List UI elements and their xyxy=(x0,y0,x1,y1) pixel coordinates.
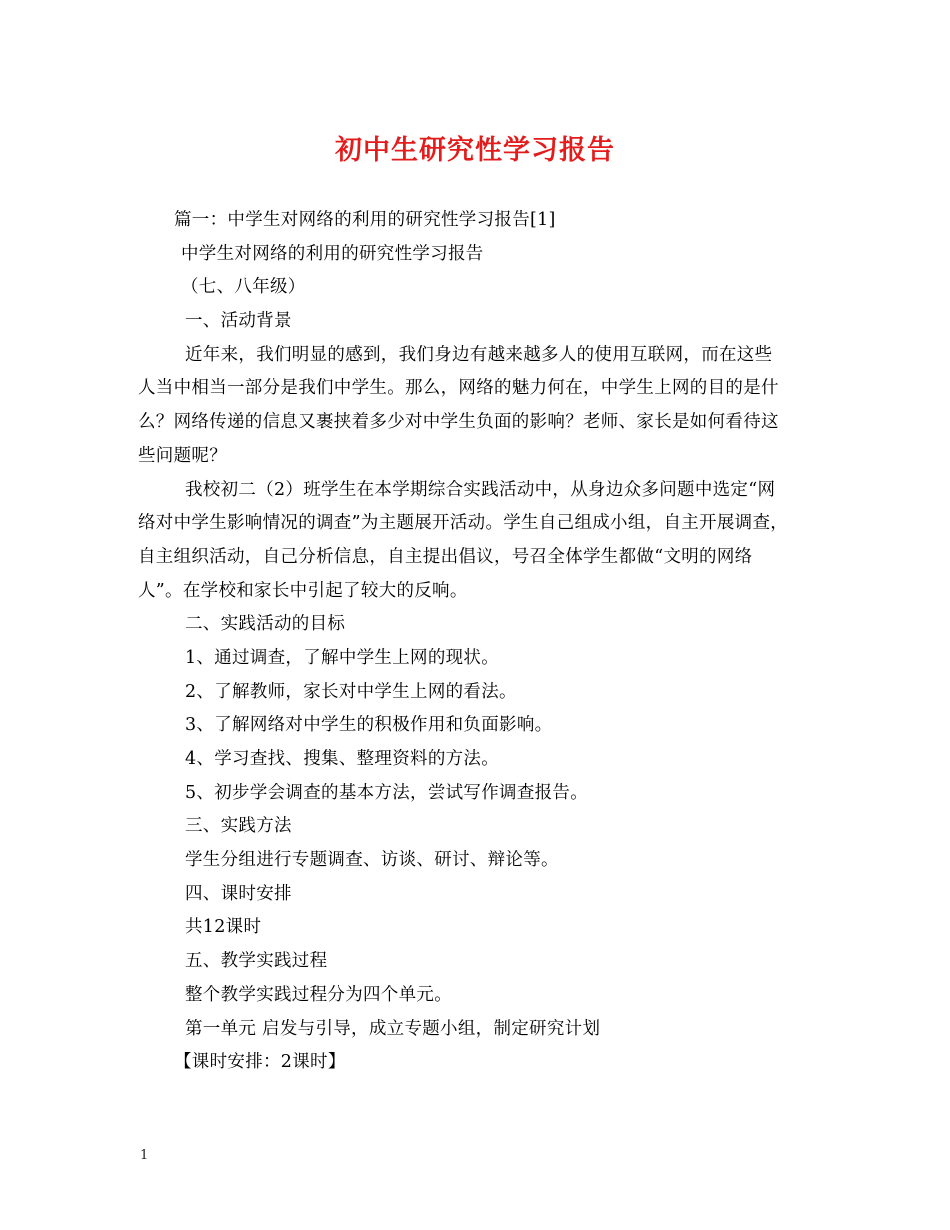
list-item: 共12课时 xyxy=(185,917,262,938)
list-item: 5、初步学会调查的基本方法，尝试写作调查报告。 xyxy=(185,782,589,803)
paragraph-line: 络对中学生影响情况的调查”为主题展开活动。学生自己组成小组，自主开展调查， xyxy=(138,513,789,534)
list-item: 整个教学实践过程分为四个单元。 xyxy=(185,984,452,1005)
section-heading-process: 五、教学实践过程 xyxy=(185,951,328,972)
list-item: 学生分组进行专题调查、访谈、研讨、辩论等。 xyxy=(185,850,559,871)
list-item: 【课时安排：2课时】 xyxy=(174,1052,346,1073)
paragraph-line: 人当中相当一部分是我们中学生。那么，网络的魅力何在，中学生上网的目的是什 xyxy=(138,378,779,399)
paragraph-line: 近年来，我们明显的感到，我们身边有越来越多人的使用互联网，而在这些 xyxy=(185,344,773,365)
paragraph-line: 自主组织活动，自己分析信息，自主提出倡议，号召全体学生都做“文明的网络 xyxy=(138,546,753,567)
list-item: 3、了解网络对中学生的积极作用和负面影响。 xyxy=(185,715,553,736)
list-item: 第一单元 启发与引导，成立专题小组，制定研究计划 xyxy=(185,1018,601,1039)
section-heading-goals: 二、实践活动的目标 xyxy=(185,614,346,635)
paragraph-line: 些问题呢？ xyxy=(138,445,227,466)
section-heading-methods: 三、实践方法 xyxy=(185,816,292,837)
document-body xyxy=(138,204,828,1080)
paragraph-line: 么？网络传递的信息又裹挟着多少对中学生负面的影响？老师、家长是如何看待这 xyxy=(138,412,779,433)
paragraph-line: 我校初二（2）班学生在本学期综合实践活动中，从身边众多问题中选定“网 xyxy=(185,479,776,500)
document-title: 初中生研究性学习报告 xyxy=(335,135,615,166)
list-item: 2、了解教师，家长对中学生上网的看法。 xyxy=(185,681,517,702)
page-number: 1 xyxy=(140,1148,149,1163)
list-item: 4、学习查找、搜集、整理资料的方法。 xyxy=(185,749,500,769)
section-heading-schedule: 四、课时安排 xyxy=(185,883,292,904)
report-subtitle: 中学生对网络的利用的研究性学习报告 xyxy=(181,243,484,264)
grade-note: （七、八年级） xyxy=(181,277,306,298)
chapter-heading: 篇一：中学生对网络的利用的研究性学习报告[1] xyxy=(174,210,556,230)
paragraph-line: 人”。在学校和家长中引起了较大的反响。 xyxy=(138,580,468,601)
section-heading-background: 一、活动背景 xyxy=(185,311,292,332)
list-item: 1、通过调查，了解中学生上网的现状。 xyxy=(185,647,500,668)
